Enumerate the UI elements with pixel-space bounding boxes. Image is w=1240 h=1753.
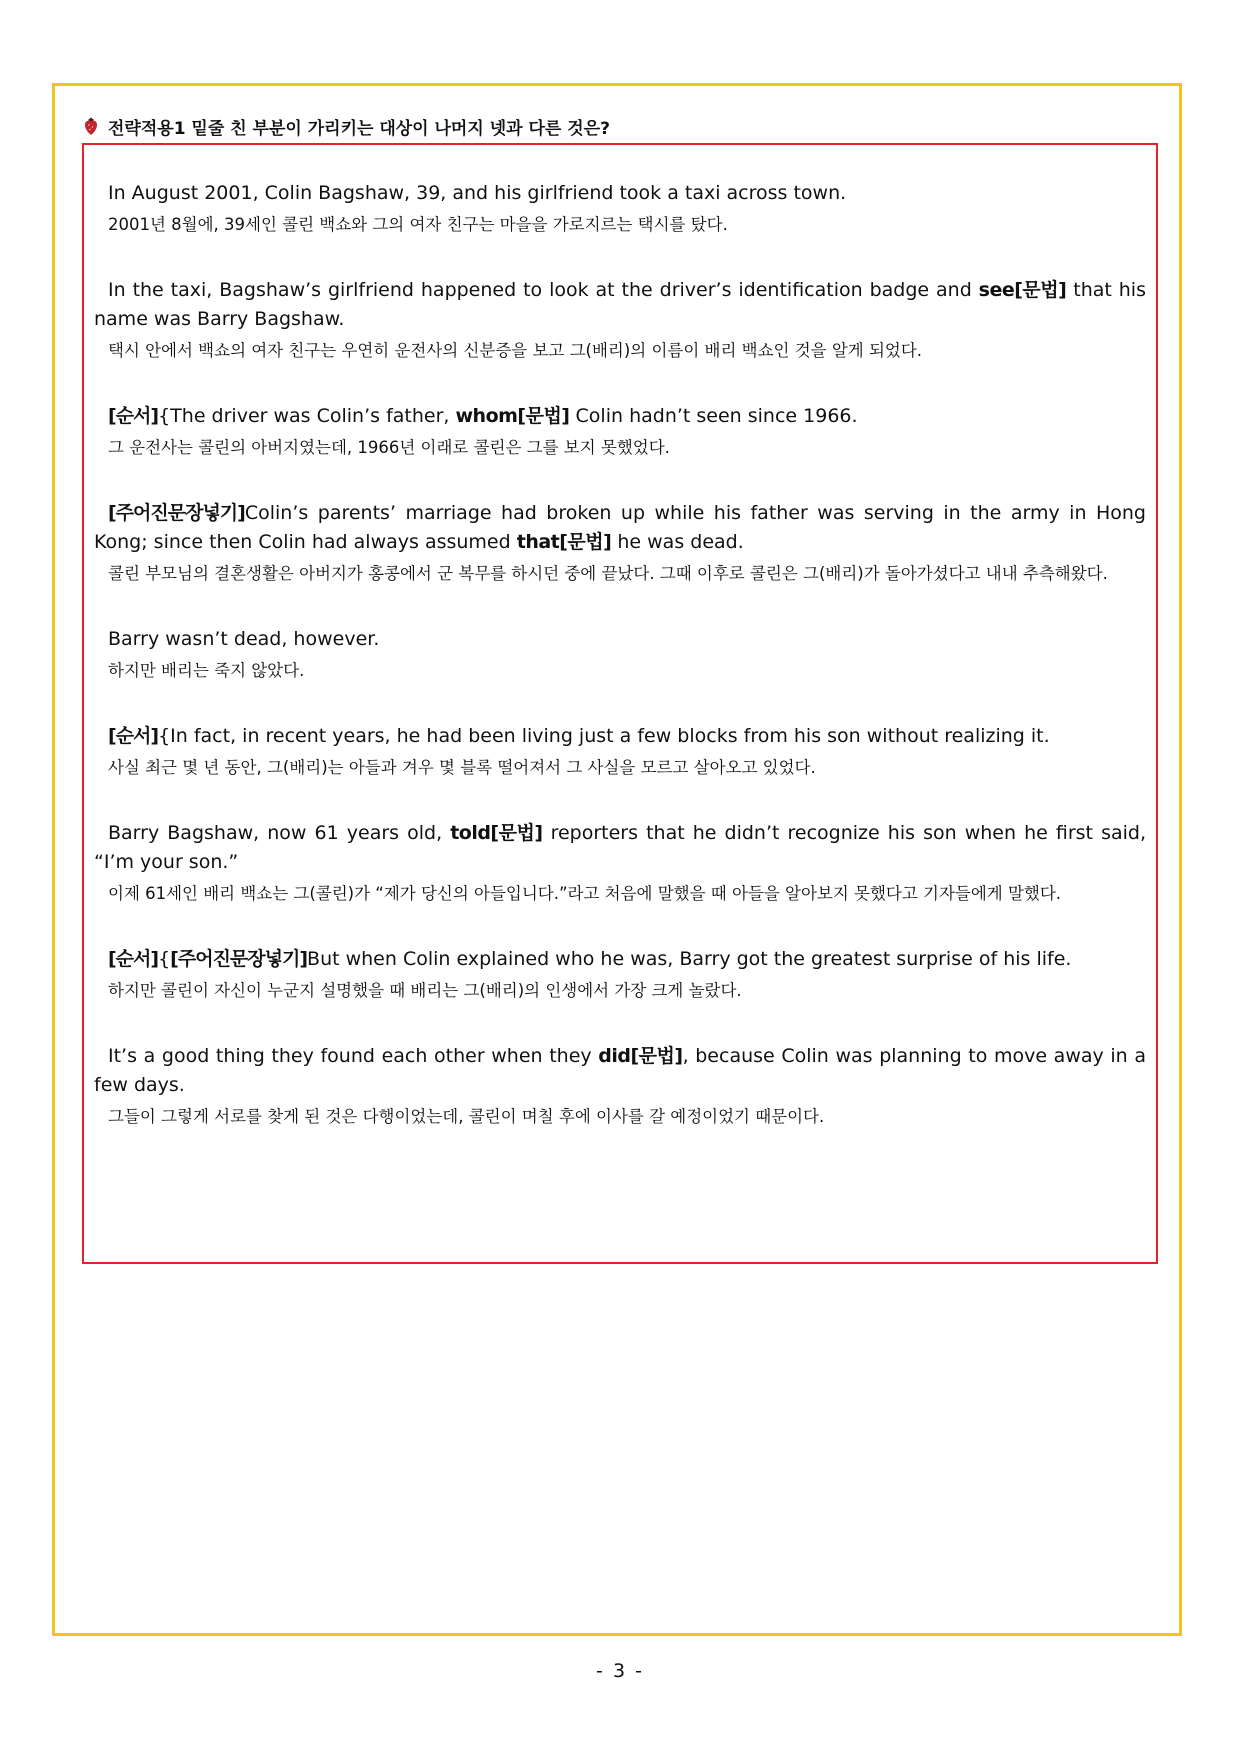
english-sentence bbox=[94, 722, 1146, 751]
korean-translation: 그들이 그렇게 서로를 찾게 된 것은 다행이었는데, 콜린이 며칠 후에 이사를 갈 예정이었기 때문이다. bbox=[108, 1107, 825, 1126]
grammar-marker: see[문법] bbox=[978, 279, 1067, 301]
korean-translation: 콜린 부모님의 결혼생활은 아버지가 홍콩에서 군 복무를 하시던 중에 끝났다. 그때 이후로 콜린은 그(배리)가 돌아가셨다고 내내 추측해왔다. bbox=[108, 564, 1108, 583]
passage-box bbox=[82, 143, 1158, 1264]
paragraph bbox=[94, 1042, 1146, 1131]
grammar-marker: whom[문법] bbox=[455, 405, 570, 427]
question-label: 전략적용1 밑줄 친 부분이 가리키는 대상이 나머지 넷과 다른 것은? bbox=[108, 118, 610, 139]
strawberry-bullet-icon bbox=[84, 116, 98, 136]
korean-translation: 하지만 배리는 죽지 않았다. bbox=[108, 661, 305, 680]
paragraph bbox=[94, 276, 1146, 365]
passage bbox=[94, 179, 1146, 1131]
english-sentence bbox=[94, 402, 1146, 431]
section-tag: [순서] bbox=[108, 948, 159, 970]
sentence-text: Colin hadn’t seen since 1966. bbox=[569, 405, 858, 427]
korean-translation: 그 운전사는 콜린의 아버지였는데, 1966년 이래로 콜린은 그를 보지 못했었다. bbox=[108, 438, 670, 457]
paragraph bbox=[94, 819, 1146, 908]
korean-translation: 이제 61세인 배리 백쇼는 그(콜린)가 “제가 당신의 아들입니다.”라고 처음에 말했을 때 아들을 알아보지 못했다고 기자들에게 말했다. bbox=[108, 884, 1062, 903]
sentence-text: Barry wasn’t dead, however. bbox=[108, 628, 380, 650]
grammar-marker: that[문법] bbox=[516, 531, 612, 553]
page-number: - 3 - bbox=[596, 1660, 644, 1682]
english-sentence bbox=[94, 276, 1146, 334]
paragraph bbox=[94, 402, 1146, 462]
sentence-text: In the taxi, Bagshaw’s girlfriend happened to look at the driver’s identification badge and bbox=[108, 279, 979, 301]
sentence-text: {In fact, in recent years, he had been living just a few blocks from his son without realizing it. bbox=[158, 725, 1050, 747]
paragraph bbox=[94, 179, 1146, 239]
sentence-text: Colin’s parents’ marriage had broken up while his father was serving in the army in Hong Kong; since then Colin had always assumed bbox=[94, 502, 1146, 553]
question-header bbox=[84, 112, 610, 140]
sentence-text: But when Colin explained who he was, Barry got the greatest surprise of his life. bbox=[307, 948, 1072, 970]
sentence-text: , because Colin was planning to move away in a few days. bbox=[94, 1045, 1146, 1096]
grammar-marker: did[문법] bbox=[598, 1045, 683, 1067]
paragraph bbox=[94, 625, 1146, 685]
korean-translation: 2001년 8월에, 39세인 콜린 백쇼와 그의 여자 친구는 마을을 가로지르는 택시를 탔다. bbox=[108, 215, 728, 234]
paragraph bbox=[94, 722, 1146, 782]
paragraph bbox=[94, 945, 1146, 1005]
sentence-text: he was dead. bbox=[611, 531, 744, 553]
korean-translation: 하지만 콜린이 자신이 누군지 설명했을 때 배리는 그(배리)의 인생에서 가장 크게 놀랐다. bbox=[108, 981, 742, 1000]
english-sentence bbox=[94, 945, 1146, 974]
section-tag: [순서] bbox=[108, 725, 159, 747]
sentence-text: In August 2001, Colin Bagshaw, 39, and his girlfriend took a taxi across town. bbox=[108, 182, 847, 204]
sentence-text: that his name was Barry Bagshaw. bbox=[94, 279, 1146, 330]
english-sentence bbox=[94, 625, 1146, 654]
section-tag: [순서] bbox=[108, 405, 159, 427]
sentence-text: { bbox=[158, 948, 171, 970]
paragraph bbox=[94, 499, 1146, 588]
grammar-marker: told[문법] bbox=[450, 822, 543, 844]
korean-translation: 택시 안에서 백쇼의 여자 친구는 우연히 운전사의 신분증을 보고 그(배리)의 이름이 배리 백쇼인 것을 알게 되었다. bbox=[108, 341, 923, 360]
sentence-text: Barry Bagshaw, now 61 years old, bbox=[108, 822, 451, 844]
english-sentence bbox=[94, 179, 1146, 208]
sentence-text: {The driver was Colin’s father, bbox=[158, 405, 456, 427]
english-sentence bbox=[94, 819, 1146, 877]
english-sentence bbox=[94, 499, 1146, 557]
sentence-text: It’s a good thing they found each other when they bbox=[108, 1045, 599, 1067]
section-tag: [주어진문장넣기] bbox=[108, 502, 245, 524]
english-sentence bbox=[94, 1042, 1146, 1100]
korean-translation: 사실 최근 몇 년 동안, 그(배리)는 아들과 겨우 몇 블록 떨어져서 그 사실을 모르고 살아오고 있었다. bbox=[108, 758, 816, 777]
sentence-text: reporters that he didn’t recognize his son when he first said, “I’m your son.” bbox=[94, 822, 1146, 873]
section-tag: [주어진문장넣기] bbox=[170, 948, 308, 970]
